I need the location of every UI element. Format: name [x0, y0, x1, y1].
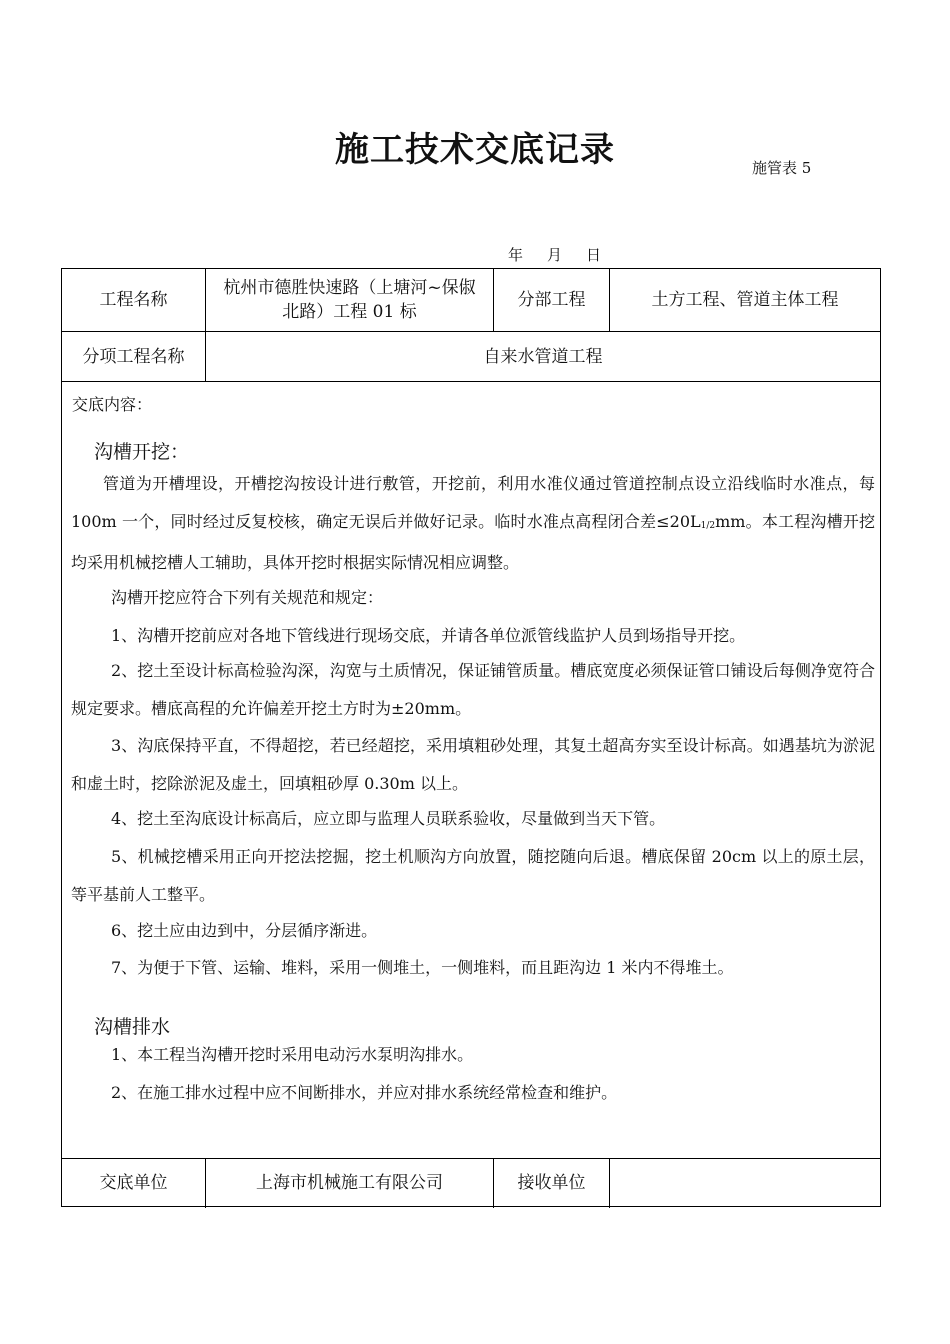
rule-3: 3、沟底保持平直，不得超挖，若已经超挖，采用填粗砂处理，其复土超高夯实至设计标高。如遇基坑为淤泥和虚土时，挖除淤泥及虚土，回填粗砂厚 0.30m 以上。: [71, 736, 875, 793]
rule-4: 4、挖土至沟底设计标高后，应立即与监理人员联系验收，尽量做到当天下管。: [111, 809, 666, 828]
project-name-label: 工程名称: [99, 290, 168, 310]
intro-paragraph: [71, 465, 875, 582]
form-number: 施管表 5: [752, 159, 812, 177]
drain-1: 1、本工程当沟槽开挖时采用电动污水泵明沟排水。: [111, 1045, 474, 1064]
rule-7: 7、为便于下管、运输、堆料，采用一侧堆土，一侧堆料，而且距沟边 1 米内不得堆土。: [111, 958, 734, 977]
issuer-label: 交底单位: [99, 1172, 168, 1193]
date-month: 月: [547, 246, 563, 264]
receiver-label: 接收单位: [517, 1172, 586, 1193]
intro-subscript: 1/2: [700, 521, 716, 531]
rule-5: 5、机械挖槽采用正向开挖法挖掘，挖土机顺沟方向放置，随挖随向后退。槽底保留 20cm 以上的原土层，等平基前人工整平。: [71, 847, 875, 904]
division-value: 土方工程、管道主体工程: [651, 290, 839, 310]
subitem-value: 自来水管道工程: [483, 346, 603, 367]
project-name-value: [206, 269, 493, 331]
intro-text-1: 管道为开槽埋设，开槽挖沟按设计进行敷管，开挖前，利用水准仪通过管道控制点设立沿线临时水准点，每 100m 一个，同时经过反复校核，确定无误后并做好记录。临时水准点高程闭合差≤20L: [71, 474, 875, 531]
subitem-label: 分项工程名称: [82, 346, 185, 367]
division-label: 分部工程: [517, 290, 586, 310]
date-day: 日: [586, 246, 602, 264]
record-table: [61, 268, 881, 1207]
content-area: [62, 382, 882, 1102]
section-title-trench-excavation: 沟槽开挖：: [94, 441, 190, 463]
rule-1: 1、沟槽开挖前应对各地下管线进行现场交底，并请各单位派管线监护人员到场指导开挖。: [111, 626, 746, 645]
rule-2: 2、挖土至设计标高检验沟深，沟宽与土质情况，保证铺管质量。槽底宽度必须保证管口铺设后每侧净宽符合规定要求。槽底高程的允许偏差开挖土方时为±20mm。: [71, 661, 875, 718]
date-line: [508, 244, 601, 265]
content-label: 交底内容：: [72, 395, 153, 414]
project-name-line1: 杭州市德胜快速路（上塘河~保俶: [223, 278, 476, 298]
project-name-line2: 北路）工程 01 标: [282, 302, 417, 322]
section-title-trench-drainage: 沟槽排水: [94, 1016, 171, 1038]
issuer-value: 上海市机械施工有限公司: [256, 1172, 443, 1193]
date-year: 年: [508, 246, 524, 264]
page-title: 施工技术交底记录: [335, 130, 615, 170]
receiver-value: [610, 1159, 880, 1206]
drain-2: 2、在施工排水过程中应不间断排水，并应对排水系统经常检查和维护。: [111, 1083, 618, 1102]
rules-intro: 沟槽开挖应符合下列有关规范和规定：: [111, 588, 384, 607]
intro-text-2: mm。本工程沟槽开挖均采用机械挖槽人工辅助，具体开挖时根据实际情况相应调整。: [71, 512, 875, 572]
rule-6: 6、挖土应由边到中，分层循序渐进。: [111, 921, 378, 940]
